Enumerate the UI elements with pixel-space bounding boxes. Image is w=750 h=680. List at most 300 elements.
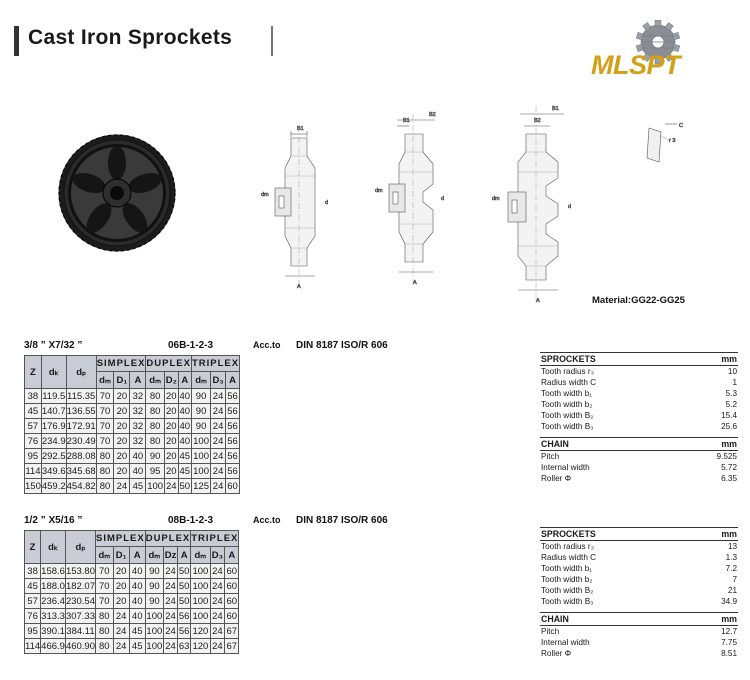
- col-header-z: Z: [25, 531, 41, 564]
- svg-text:dm: dm: [261, 192, 269, 198]
- spec-row: [540, 399, 738, 410]
- table-cell: 70: [96, 389, 114, 404]
- spec-row: [540, 637, 738, 648]
- table-cell: 24: [210, 609, 225, 624]
- standard-label: DIN 8187 ISO/R 606: [296, 340, 388, 351]
- table-cell: 80: [96, 639, 114, 654]
- table-cell: 119.5: [42, 390, 66, 402]
- table-cell: 40: [179, 435, 191, 447]
- table-cell: 80: [146, 389, 164, 404]
- table-cell: 236.4: [41, 595, 65, 607]
- table-cell: 20: [113, 579, 129, 594]
- spec-row-label: Internal width: [541, 463, 590, 472]
- spec-row-value: 10: [727, 367, 737, 376]
- spec-header-chain: [540, 437, 738, 451]
- table-cell: 60: [226, 595, 238, 607]
- table-cell: 80: [96, 464, 114, 479]
- table-cell: 24: [211, 479, 226, 494]
- table-cell: 100: [193, 450, 209, 462]
- spec-row-label: Tooth width b₁: [541, 389, 593, 398]
- table-cell: 24: [210, 594, 225, 609]
- spec-row: [540, 574, 738, 585]
- spec-row: [540, 626, 738, 637]
- col-header-a-duplex: A: [178, 372, 191, 389]
- table-cell: 50: [179, 480, 191, 492]
- table-cell: 114: [25, 640, 41, 652]
- spec-row-value: 7.2: [725, 564, 737, 573]
- table-cell: 20: [114, 404, 130, 419]
- table-cell: 32: [130, 404, 146, 419]
- col-header-d3: D₃: [210, 547, 225, 564]
- spec-row-value: 6.35: [721, 474, 737, 483]
- table-cell: 120: [192, 640, 209, 652]
- spec-rows-sprockets: [540, 366, 738, 432]
- illustration-band: [0, 86, 750, 316]
- table-cell: 90: [145, 579, 163, 594]
- table-cell: 56: [178, 610, 190, 622]
- table-cell: 70: [96, 579, 114, 594]
- table-cell: 67: [226, 640, 238, 652]
- table-cell: 80: [146, 404, 164, 419]
- table-cell: 460.90: [65, 640, 95, 652]
- size-label: 3/8 ” X7/32 ”: [24, 340, 83, 351]
- col-header-a-simplex: A: [129, 547, 145, 564]
- table-cell: 45: [129, 624, 145, 639]
- svg-text:d: d: [441, 196, 445, 202]
- table-cell: 20: [165, 465, 177, 477]
- table-cell: 40: [129, 564, 145, 579]
- spec-row-value: 5.2: [725, 400, 737, 409]
- table-cell: 24: [211, 404, 226, 419]
- spec-row-value: 21: [727, 586, 737, 595]
- table-cell: 40: [129, 579, 145, 594]
- spec-row-label: Roller Φ: [541, 649, 572, 658]
- table-cell: 63: [178, 640, 190, 652]
- col-header-a-triplex: A: [225, 372, 239, 389]
- table-cell: 136.55: [66, 405, 96, 417]
- table-row: [25, 434, 240, 449]
- table-cell: 234.9: [41, 435, 66, 447]
- table-cell: 125: [193, 480, 209, 492]
- table-cell: 307.33: [65, 610, 95, 622]
- table-row: [25, 639, 239, 654]
- table-cell: 188.0: [41, 580, 65, 592]
- svg-text:d: d: [568, 204, 572, 210]
- table-cell: 70: [96, 404, 114, 419]
- table-cell: 24: [165, 595, 176, 607]
- table-cell: 32: [130, 389, 146, 404]
- spec-row: [540, 377, 738, 388]
- table-cell: 153.80: [65, 565, 95, 577]
- table-cell: 24: [113, 609, 129, 624]
- spec-panel-08B: [540, 527, 738, 659]
- table-cell: 313.3: [41, 610, 65, 622]
- table-cell: 45: [179, 450, 191, 462]
- table-cell: 76: [25, 609, 41, 624]
- spec-row-label: Tooth width B₂: [541, 586, 594, 595]
- table-cell: 120: [192, 625, 209, 637]
- spec-row: [540, 648, 738, 659]
- table-cell: 390.1: [41, 625, 65, 637]
- spec-row: [540, 473, 738, 484]
- spec-title: SPROCKETS: [541, 354, 596, 364]
- spec-rows-chain: [540, 451, 738, 484]
- table-cell: 140.7: [41, 405, 66, 417]
- svg-text:B2: B2: [534, 118, 541, 124]
- col-header-a-triplex: A: [225, 547, 239, 564]
- chain-title: CHAIN: [541, 439, 569, 449]
- table-cell: 24: [113, 624, 129, 639]
- table-cell: 70: [96, 419, 114, 434]
- title-accent-bar-left: [14, 26, 19, 56]
- table-cell: 60: [226, 610, 238, 622]
- group-header-duplex: DUPLEX: [146, 356, 192, 372]
- svg-text:d: d: [325, 200, 329, 206]
- spec-header-sprockets: [540, 352, 738, 366]
- table-cell: 60: [227, 480, 238, 492]
- group-header-triplex: TRIPLEX: [191, 531, 239, 547]
- table-row: [25, 594, 239, 609]
- company-logo: [588, 22, 738, 80]
- table-cell: 70: [96, 594, 114, 609]
- col-header-d1: D₁: [114, 372, 130, 389]
- table-row: [25, 389, 240, 404]
- table-cell: 50: [178, 595, 190, 607]
- table-cell: 56: [227, 465, 238, 477]
- spec-row-label: Pitch: [541, 452, 560, 461]
- table-cell: 50: [178, 565, 190, 577]
- table-cell: 230.54: [65, 595, 95, 607]
- spec-row: [540, 585, 738, 596]
- table-row: [25, 579, 239, 594]
- table-cell: 40: [130, 464, 146, 479]
- col-header-dm-triplex: dₘ: [191, 372, 210, 389]
- col-header-dk: dₖ: [41, 531, 66, 564]
- table-cell: 90: [191, 389, 210, 404]
- table-cell: 24: [165, 580, 176, 592]
- table-cell: 80: [146, 434, 164, 449]
- table-row: [25, 449, 240, 464]
- svg-text:A: A: [536, 298, 540, 304]
- table-row: [25, 479, 240, 494]
- table-cell: 100: [192, 580, 209, 592]
- page-header: [0, 0, 750, 78]
- spec-row-value: 34.9: [721, 597, 737, 606]
- table-cell: 90: [191, 419, 210, 434]
- table-cell: 100: [147, 480, 164, 492]
- table-cell: 38: [25, 564, 41, 579]
- table-cell: 459.2: [41, 480, 66, 492]
- col-header-d2: D₂: [164, 372, 178, 389]
- table-cell: 40: [179, 420, 191, 432]
- table-cell: 24: [211, 464, 226, 479]
- table-cell: 150: [25, 480, 41, 492]
- spec-row-value: 13: [727, 542, 737, 551]
- spec-row: [540, 451, 738, 462]
- table-cell: 176.9: [41, 420, 66, 432]
- spec-row-label: Tooth width b₂: [541, 400, 593, 409]
- table-cell: 60: [226, 565, 238, 577]
- table-row: [25, 419, 240, 434]
- table-cell: 45: [25, 404, 42, 419]
- spec-row-label: Radius width C: [541, 378, 597, 387]
- spec-panel-06B: [540, 352, 738, 484]
- table-cell: 100: [146, 640, 163, 652]
- spec-row-value: 9.525: [716, 452, 737, 461]
- table-row: [25, 564, 239, 579]
- table-cell: 38: [25, 389, 42, 404]
- table-cell: 20: [165, 435, 177, 447]
- table-cell: 45: [25, 579, 41, 594]
- table-cell: 56: [227, 450, 238, 462]
- table-cell: 24: [113, 639, 129, 654]
- table-cell: 20: [165, 450, 177, 462]
- table-cell: 100: [146, 610, 163, 622]
- spec-title: SPROCKETS: [541, 529, 596, 539]
- spec-row: [540, 366, 738, 377]
- table-cell: 24: [165, 625, 176, 637]
- col-header-dp: dₚ: [65, 531, 95, 564]
- table-cell: 349.6: [41, 465, 66, 477]
- spec-row-label: Tooth radius r₃: [541, 367, 594, 376]
- spec-row-label: Tooth radius r₃: [541, 542, 594, 551]
- table-cell: 24: [210, 564, 225, 579]
- spec-row-label: Tooth width b₂: [541, 575, 593, 584]
- table-cell: 45: [130, 479, 146, 494]
- table-cell: 172.91: [66, 420, 96, 432]
- spec-row-label: Tooth width B₃: [541, 422, 594, 431]
- size-label: 1/2 ” X5/16 ”: [24, 515, 83, 526]
- cross-section-drawings: [215, 96, 735, 311]
- table-cell: 20: [114, 389, 130, 404]
- table-cell: 20: [165, 390, 177, 402]
- col-header-z: Z: [25, 356, 42, 389]
- table-cell: 45: [179, 465, 191, 477]
- acc-to-label: Acc.to: [253, 515, 281, 525]
- col-header-dm-simplex: dₘ: [96, 547, 114, 564]
- table-cell: 90: [146, 449, 164, 464]
- spec-header-chain: [540, 612, 738, 626]
- spec-unit: mm: [721, 354, 737, 364]
- table-row: [25, 464, 240, 479]
- table-cell: 60: [226, 580, 238, 592]
- spec-row-value: 12.7: [721, 627, 737, 636]
- table-cell: 24: [165, 480, 177, 492]
- table-cell: 288.08: [66, 450, 96, 462]
- table-cell: 32: [130, 419, 146, 434]
- table-cell: 56: [227, 435, 238, 447]
- table-cell: 158.6: [41, 565, 65, 577]
- table-cell: 70: [96, 434, 114, 449]
- table-cell: 20: [113, 564, 129, 579]
- table-cell: 292.5: [41, 450, 66, 462]
- spec-row-label: Pitch: [541, 627, 560, 636]
- spec-row-value: 7.75: [721, 638, 737, 647]
- table-cell: 70: [96, 564, 114, 579]
- table-cell: 56: [227, 390, 238, 402]
- group-header-triplex: TRIPLEX: [191, 356, 239, 372]
- table-cell: 100: [146, 625, 163, 637]
- table-cell: 24: [211, 434, 226, 449]
- table-cell: 24: [211, 449, 226, 464]
- table-cell: 100: [192, 565, 209, 577]
- sprocket-table: [24, 530, 239, 654]
- table-cell: 24: [114, 479, 130, 494]
- col-header-d1: D₁: [113, 547, 129, 564]
- spec-row: [540, 552, 738, 563]
- spec-row: [540, 541, 738, 552]
- svg-text:r 3: r 3: [669, 138, 676, 144]
- spec-row: [540, 410, 738, 421]
- table-cell: 40: [129, 609, 145, 624]
- chain-unit: mm: [721, 439, 737, 449]
- group-header-simplex: SIMPLEX: [96, 531, 146, 547]
- logo-text: MLSPT: [591, 50, 680, 80]
- col-header-d3: D₃: [211, 372, 226, 389]
- spec-row-label: Radius width C: [541, 553, 597, 562]
- page-title: Cast Iron Sprockets: [28, 26, 233, 49]
- table-row: [25, 624, 239, 639]
- col-header-dk: dₖ: [41, 356, 66, 389]
- table-cell: 40: [129, 594, 145, 609]
- svg-text:A: A: [297, 284, 301, 290]
- table-cell: 24: [210, 579, 225, 594]
- sprocket-table: [24, 355, 240, 494]
- chain-title: CHAIN: [541, 614, 569, 624]
- table-cell: 100: [193, 435, 209, 447]
- spec-row-label: Roller Φ: [541, 474, 572, 483]
- spec-row: [540, 388, 738, 399]
- table-cell: 40: [179, 405, 191, 417]
- table-cell: 80: [96, 449, 114, 464]
- table-cell: 95: [25, 449, 42, 464]
- svg-text:B1: B1: [552, 106, 559, 112]
- spec-row-value: 1.3: [725, 553, 737, 562]
- spec-row-value: 1: [732, 378, 737, 387]
- material-note: Material:GG22-GG25: [592, 295, 685, 306]
- table-cell: 20: [114, 419, 130, 434]
- table-cell: 114: [25, 465, 41, 477]
- table-cell: 50: [178, 580, 190, 592]
- table-cell: 454.82: [66, 480, 96, 492]
- spec-row: [540, 462, 738, 473]
- spec-row-value: 25.6: [721, 422, 737, 431]
- table-cell: 20: [113, 594, 129, 609]
- sprocket-photo: [52, 128, 182, 258]
- spec-row-label: Internal width: [541, 638, 590, 647]
- table-cell: 20: [114, 464, 130, 479]
- table-cell: 24: [210, 639, 225, 654]
- chain-unit: mm: [721, 614, 737, 624]
- spec-row: [540, 563, 738, 574]
- table-body-08B: [25, 564, 239, 654]
- col-header-dz: Dz: [164, 547, 178, 564]
- table-cell: 182.07: [65, 580, 95, 592]
- table-cell: 90: [145, 594, 163, 609]
- svg-text:C: C: [679, 123, 683, 129]
- table-cell: 90: [145, 564, 163, 579]
- spec-unit: mm: [721, 529, 737, 539]
- col-header-dm-duplex: dₘ: [145, 547, 163, 564]
- table-cell: 57: [25, 594, 41, 609]
- table-cell: 20: [165, 405, 177, 417]
- col-header-dm-triplex: dₘ: [191, 547, 210, 564]
- table-cell: 90: [191, 404, 210, 419]
- table-cell: 57: [25, 419, 42, 434]
- table-cell: 20: [165, 420, 177, 432]
- table-cell: 76: [25, 434, 42, 449]
- acc-to-label: Acc.to: [253, 340, 281, 350]
- table-cell: 56: [227, 420, 238, 432]
- table-cell: 80: [96, 624, 114, 639]
- svg-text:A: A: [413, 280, 417, 286]
- standard-label: DIN 8187 ISO/R 606: [296, 515, 388, 526]
- svg-text:B2: B2: [429, 112, 436, 118]
- table-cell: 100: [193, 465, 209, 477]
- table-cell: 67: [226, 625, 238, 637]
- table-cell: 24: [211, 419, 226, 434]
- table-cell: 45: [129, 639, 145, 654]
- spec-row: [540, 596, 738, 607]
- table-cell: 95: [146, 464, 164, 479]
- table-cell: 80: [96, 479, 114, 494]
- spec-row-label: Tooth width b₁: [541, 564, 593, 573]
- table-cell: 40: [130, 449, 146, 464]
- spec-rows-sprockets: [540, 541, 738, 607]
- col-header-a-simplex: A: [130, 372, 146, 389]
- spec-row-value: 5.72: [721, 463, 737, 472]
- spec-row-label: Tooth width B₂: [541, 411, 594, 420]
- svg-text:dm: dm: [492, 196, 500, 202]
- table-cell: 115.35: [66, 390, 96, 402]
- table-cell: 56: [227, 405, 238, 417]
- spec-row-value: 15.4: [721, 411, 737, 420]
- table-cell: 24: [165, 640, 176, 652]
- svg-text:B1: B1: [403, 118, 410, 124]
- col-header-a-duplex: A: [178, 547, 191, 564]
- col-header-dm-simplex: dₘ: [96, 372, 114, 389]
- chain-code: 06B-1-2-3: [168, 340, 214, 351]
- spec-row-value: 8.51: [721, 649, 737, 658]
- chain-code: 08B-1-2-3: [168, 515, 214, 526]
- table-cell: 24: [210, 624, 225, 639]
- svg-text:dm: dm: [375, 188, 383, 194]
- col-header-dp: dₚ: [66, 356, 96, 389]
- group-header-duplex: DUPLEX: [145, 531, 191, 547]
- table-cell: 24: [211, 389, 226, 404]
- title-accent-bar-right: [271, 26, 273, 56]
- table-cell: 384.11: [66, 625, 95, 637]
- table-cell: 24: [165, 610, 176, 622]
- table-cell: 80: [146, 419, 164, 434]
- table-cell: 24: [165, 565, 176, 577]
- spec-rows-chain: [540, 626, 738, 659]
- spec-row: [540, 421, 738, 432]
- table-cell: 95: [25, 624, 41, 639]
- table-cell: 80: [96, 609, 114, 624]
- spec-row-value: 5.3: [725, 389, 737, 398]
- table-cell: 100: [192, 595, 209, 607]
- spec-row-label: Tooth width B₃: [541, 597, 594, 606]
- col-header-dm-duplex: dₘ: [146, 372, 164, 389]
- table-cell: 230.49: [66, 435, 96, 447]
- table-cell: 466.9: [41, 640, 65, 652]
- table-row: [25, 609, 239, 624]
- table-body-06B: [25, 389, 240, 494]
- svg-text:B1: B1: [297, 126, 304, 132]
- table-cell: 20: [114, 434, 130, 449]
- table-cell: 100: [192, 610, 209, 622]
